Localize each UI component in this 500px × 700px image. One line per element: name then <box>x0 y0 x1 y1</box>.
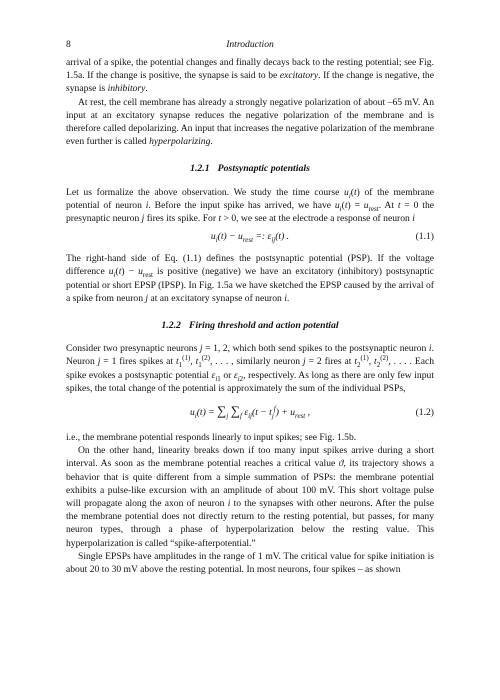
running-head: Introduction <box>226 39 274 50</box>
equation-number: (1.1) <box>415 231 434 243</box>
equation-number: (1.2) <box>415 407 434 419</box>
page-header <box>66 38 434 56</box>
paragraph-formalize: Let us formalize the above observation. We study the time course $u_i(t)$ of the membrane potential of neuron i. Before the input spike has arrived, we have $u_i(t) = u_{rest}$. At t = 0 the presynaptic neuron j fires its spike. For t > 0, we see at the electrode a response of neuron i <box>66 186 434 225</box>
section-heading-firing-threshold <box>66 319 434 332</box>
section-number: 1.2.2 <box>161 320 181 332</box>
page-number: 8 <box>66 39 71 50</box>
section-heading-postsynaptic <box>66 162 434 175</box>
paragraph-two-neurons: Consider two presynaptic neurons j = 1, 2, which both send spikes to the postsynaptic neuron i. Neuron j = 1 fires spikes at $t_1^{(1)}$, $t_1^{(2)}$, . . . , similarly neuron j = 2 fires at $t_2^{(1)}$, $t_2^{(2)}$, . . . . Each spike evokes a postsynaptic potential $\varepsilon_{i1}$ or $\varepsilon_{i2}$, respectively. As long as there are only few input spikes, the total change of the potential is approximately the sum of the individual PSPs, <box>66 343 435 394</box>
paragraph-psp-definition: The right-hand side of Eq. (1.1) defines the postsynaptic potential (PSP). If the voltage difference $u_i(t) - u_{rest}$ is positive (negative) we have an excitatory (inhibitory) postsynaptic potential or short EPSP (IPSP). In Fig. 1.5a we have sketched the EPSP caused by the arrival of a spike from neuron j at an excitatory synapse of neuron i. <box>66 253 434 304</box>
paragraph-nonlinearity: On the other hand, linearity breaks down if too many input spikes arrive during a short interval. As soon as the membrane potential reaches a critical value ϑ, its trajectory shows a behavior that is quite different from a simple summation of PSPs: the membrane potential exhibits a pulse-like excursion with an amplitude of about 100 mV. This short voltage pulse will propagate along the axon of neuron i to the synapses with other neurons. After the pulse the membrane potential does not directly return to the resting potential, but passes, for many neuron types, through a phase of hyperpolarization below the resting value. This hyperpolarization is called “spike-afterpotential.” <box>66 445 435 549</box>
section-title: Firing threshold and action potential <box>188 320 339 332</box>
paragraph-excitatory-inhibitory: arrival of a spike, the potential changes and finally decays back to the resting potential; see Fig. 1.5a. If the change is positive, the synapse is said to be excitatory. If the change is negative, the synapse is inhibitory. <box>66 57 434 95</box>
paragraph-linear-response: i.e., the membrane potential responds linearly to input spikes; see Fig. 1.5b. <box>66 432 357 444</box>
equation-body: $u_i(t) = \sum_j$ $\sum_f$ $\varepsilon_{ij}(t - t_j^f) + u_{rest}$ , <box>189 403 311 420</box>
paragraph-epsp-amplitudes: Single EPSPs have amplitudes in the range of 1 mV. The critical value for spike initiation is about 20 to 30 mV above the resting potential. In most neurons, four spikes – as shown <box>66 550 434 576</box>
section-number: 1.2.1 <box>190 163 210 175</box>
equation-1-2 <box>66 400 434 426</box>
section-title: Postsynaptic potentials <box>217 163 310 175</box>
paragraph-polarization: At rest, the cell membrane has already a strongly negative polarization of about –65 mV. An input at an excitatory synapse reduces the negative polarization of the membrane and is therefore called depolarizing. An input that increases the negative polarization of the membrane even further is called hyperpolarizing. <box>66 96 434 148</box>
equation-body: $u_i(t) - u_{rest}$ =: $\varepsilon_{ij}(t)$ . <box>210 231 290 245</box>
equation-1-1 <box>66 230 434 247</box>
